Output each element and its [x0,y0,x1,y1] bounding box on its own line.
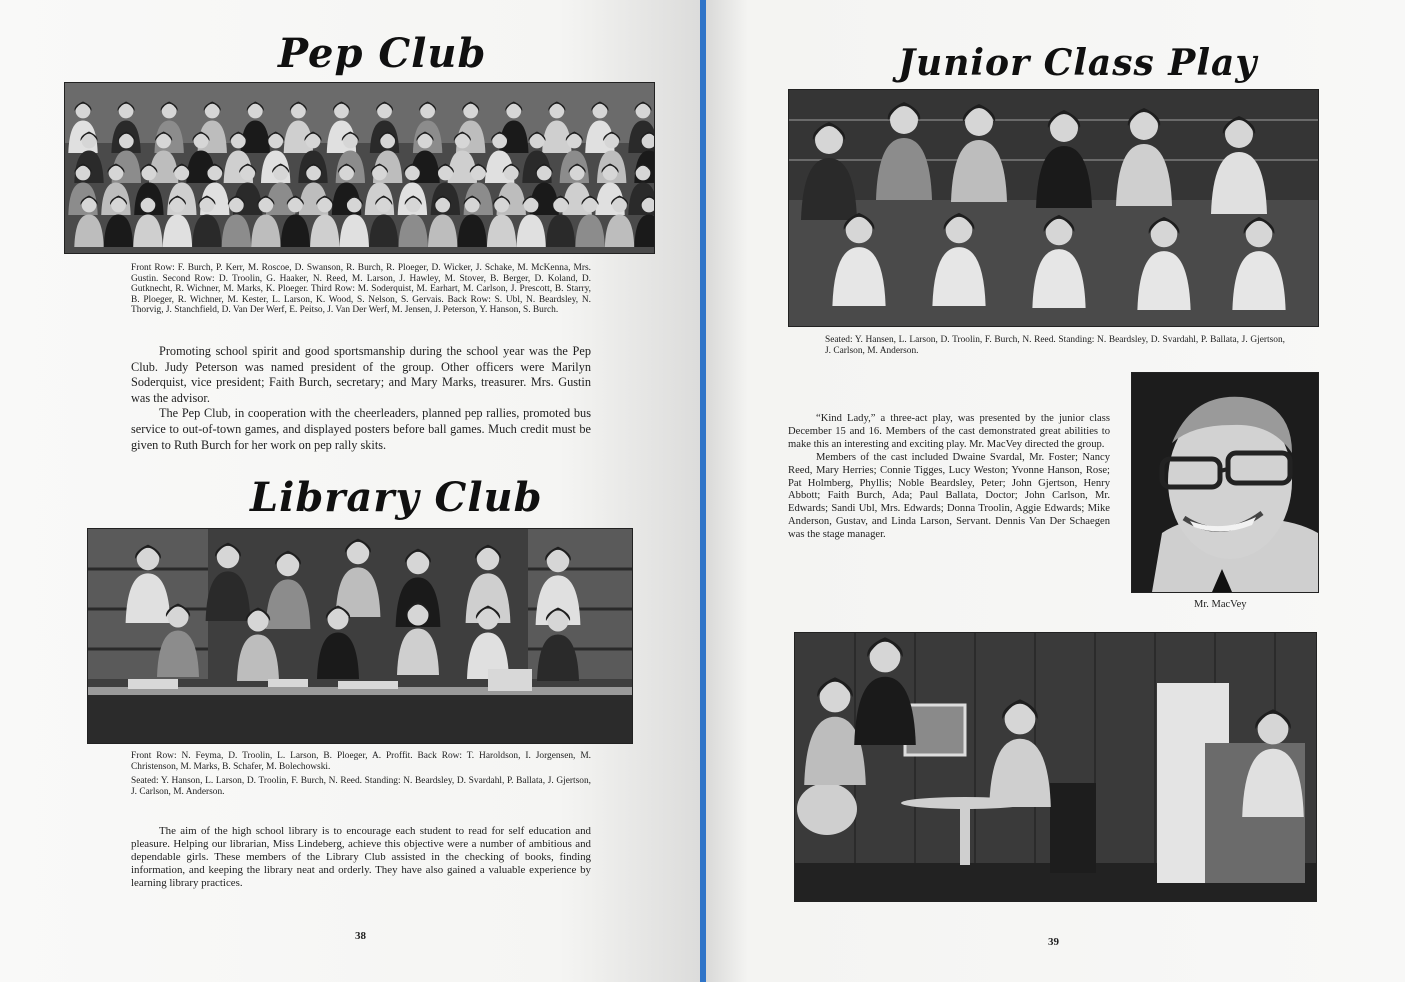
pep-club-photo [64,82,655,254]
page-38 [0,0,700,982]
mr-macvey-portrait [1131,372,1319,593]
pep-club-paragraph-2: The Pep Club, in cooperation with the cheerleaders, planned pep rallies, promoted bus service to out-of-town games, and displayed posters before ball games. Much credit must be given to Ruth Burch for her work on pep rally skits. [131,406,591,452]
library-club-text [131,825,591,890]
page-39 [706,0,1405,982]
library-club-title: Library Club [250,474,543,521]
library-club-paragraph: The aim of the high school library is to encourage each student to read for self education and pleasure. Helping our librarian, Miss Lindeberg, achieve this objective were a number of ambitious and dependable girls. These members of the Library Club assisted in the checking of books, finding information, and keeping the library neat and orderly. They have also gained a valuable experience by learning library practices. [131,825,591,889]
pep-club-title: Pep Club [278,30,487,77]
library-club-photo [87,528,633,744]
junior-class-play-text [788,413,1110,542]
play-scene-photo [794,632,1317,902]
junior-class-play-title: Junior Class Play [898,42,1258,84]
pep-club-text [131,344,591,453]
mr-macvey-caption: Mr. MacVey [1194,599,1247,610]
junior-class-play-caption: Seated: Y. Hansen, L. Larson, D. Troolin, F. Burch, N. Reed. Standing: N. Beardsley, D. Svardahl, P. Ballata, J. Gjertson, J. Carlson, M. Anderson. [825,335,1285,356]
junior-class-play-paragraph-1: “Kind Lady,” a three-act play, was presented by the junior class December 15 and 16. Members of the cast demonstrated great abilities to make this an interesting and exciting play. Mr. MacVey directed the group. [788,413,1110,450]
junior-class-play-cast-photo [788,89,1319,327]
library-club-caption-1: Front Row: N. Feyma, D. Troolin, L. Larson, B. Ploeger, A. Proffit. Back Row: T. Haroldson, I. Jorgensen, M. Christenson, M. Marks, B. Schafer, M. Bolechowski. [131,751,591,772]
page-number-38: 38 [355,930,366,942]
page-number-39: 39 [1048,936,1059,948]
pep-club-caption: Front Row: F. Burch, P. Kerr, M. Roscoe, D. Swanson, R. Burch, R. Ploeger, D. Wicker, J. Schake, M. McKenna, Mrs. Gustin. Second Row: D. Troolin, G. Haaker, N. Reed, M. Larson, J. Hawley, M. Stover, B. Berger, D. Koland, D. Gutknecht, R. Wichner, M. Marks, K. Ploeger. Third Row: M. Soderquist, M. Earhart, M. Carlson, J. Prescott, B. Starry, B. Ploeger, R. Wichner, M. Kester, L. Larson, K. Wood, S. Nelson, S. Gervais. Back Row: S. Ubl, N. Beardsley, N. Thorvig, J. Stanchfield, D. Van Der Werf, E. Peitso, J. Van Der Werf, M. Jensen, J. Peterson, Y. Hanson, S. Burch. [131,263,591,315]
library-club-caption-2: Seated: Y. Hanson, L. Larson, D. Troolin, F. Burch, N. Reed. Standing: N. Beardsley, D. Svardahl, P. Ballata, J. Gjertson, J. Carlson, M. Anderson. [131,776,591,797]
pep-club-paragraph-1: Promoting school spirit and good sportsmanship during the school year was the Pep Club. Judy Peterson was named president of the group. Other officers were Marilyn Soderquist, vice president; Faith Burch, secretary; and Mary Marks, treasurer. Mrs. Gustin was the advisor. [131,344,591,405]
junior-class-play-paragraph-2: Members of the cast included Dwaine Svardal, Mr. Foster; Nancy Reed, Mary Herries; Connie Tigges, Lucy Weston; Yvonne Hanson, Rose; Pat Holmberg, Phyllis; Noble Beardsley, Peter; John Gjertson, Henry Abbott; Faith Burch, Ada; Paul Ballata, Doctor; John Carlson, Mr. Edwards; Sandi Ubl, Mrs. Edwards; Donna Troolin, Aggie Edwards; Mike Anderson, Gustav, and Linda Larson, Servant. Dennis Van Der Schaegen was the stage manager. [788,451,1110,541]
